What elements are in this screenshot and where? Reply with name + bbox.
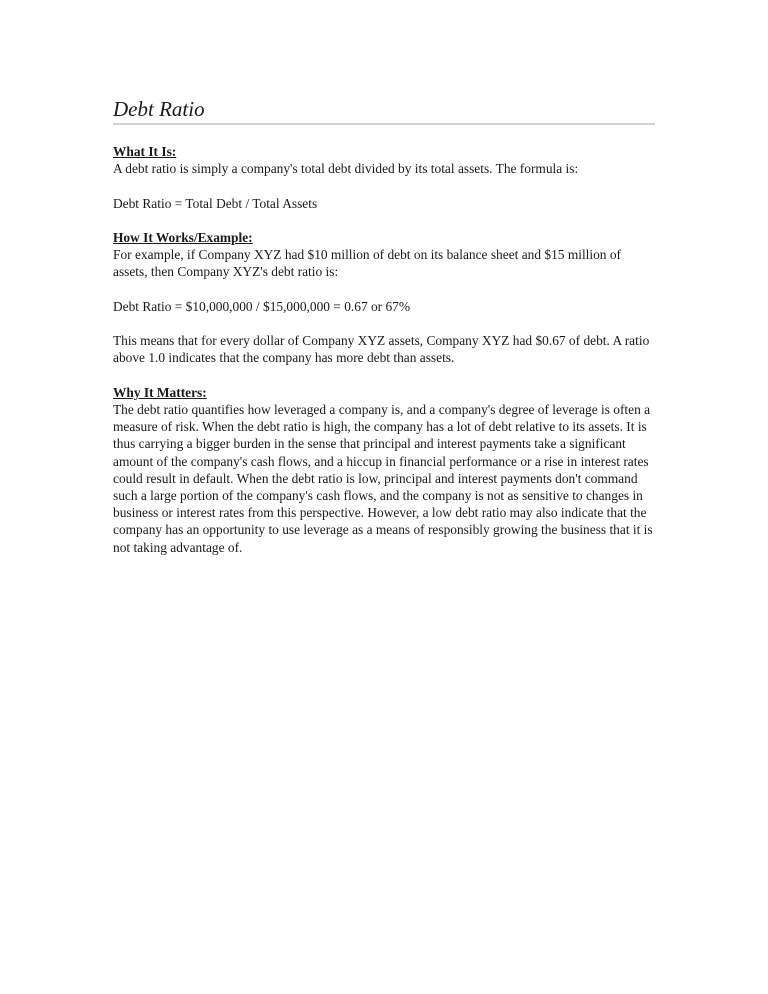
section-heading: How It Works/Example: <box>113 229 253 245</box>
paragraph: The debt ratio quantifies how leveraged a company is, and a company's degree of leverage is often a measure of risk. When the debt ratio is high, the company has a lot of debt relative to its assets. It is thus carrying a bigger burden in the sense that principal and interest payments take a significant amount of the company's cash flows, and a hiccup in financial performance or a rise in interest rates could result in default. When the debt ratio is low, principal and interest payments don't command such a large portion of the company's cash flows, and the company is not as sensitive to changes in business or interest rates from this perspective. However, a low debt ratio may also indicate that the company has an opportunity to use leverage as a means of responsibly growing the business that it is not taking advantage of. <box>113 401 653 555</box>
section-heading: Why It Matters: <box>113 384 207 400</box>
document-page <box>113 96 655 556</box>
paragraph: A debt ratio is simply a company's total debt divided by its total assets. The formula is: <box>113 161 579 177</box>
page-title: Debt Ratio <box>113 96 655 125</box>
paragraph: For example, if Company XYZ had $10 million of debt on its balance sheet and $15 million of assets, then Company XYZ's debt ratio is: <box>113 247 622 280</box>
document-body <box>113 143 655 556</box>
section-how-it-works <box>113 229 655 367</box>
spacer <box>113 367 655 384</box>
spacer <box>113 177 655 194</box>
formula: Debt Ratio = Total Debt / Total Assets <box>113 195 318 211</box>
paragraph: This means that for every dollar of Company XYZ assets, Company XYZ had $0.67 of debt. A ratio above 1.0 indicates that the company has more debt than assets. <box>113 333 650 366</box>
section-what-it-is <box>113 143 655 212</box>
spacer <box>113 315 655 332</box>
section-heading: What It Is: <box>113 144 177 159</box>
section-why-it-matters <box>113 384 655 556</box>
spacer <box>113 212 655 229</box>
spacer <box>113 281 655 298</box>
formula: Debt Ratio = $10,000,000 / $15,000,000 = 0.67 or 67% <box>113 298 411 314</box>
